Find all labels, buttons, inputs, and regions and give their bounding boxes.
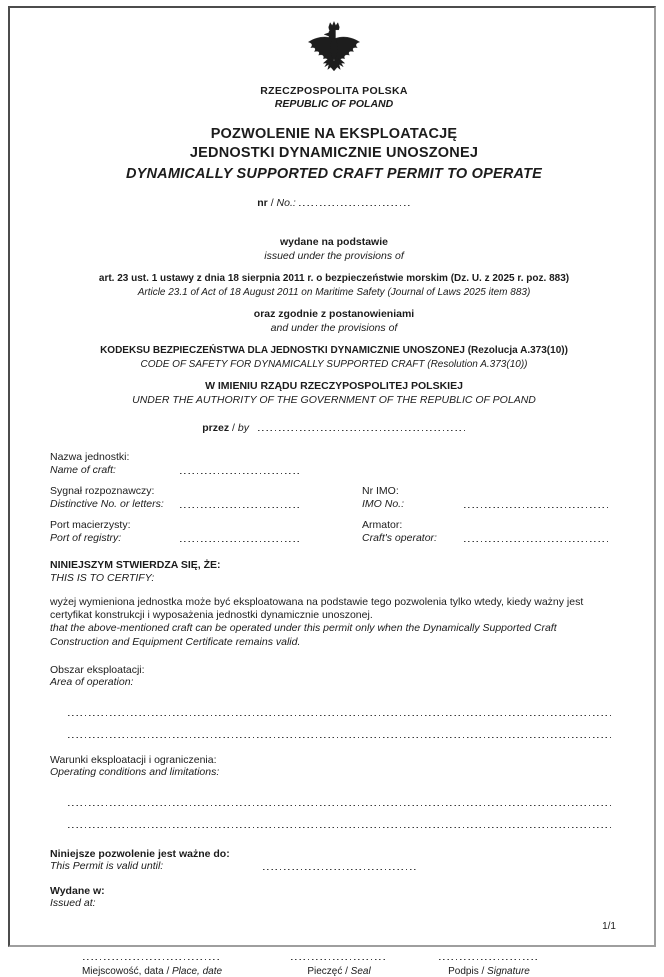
place-date-separator: / [166, 965, 172, 977]
code-reference-pair [50, 344, 618, 371]
authority-en: UNDER THE AUTHORITY OF THE GOVERNMENT OF THE REPUBLIC OF POLAND [132, 393, 536, 406]
port-label-pl: Port macierzysty: [50, 519, 131, 531]
certify-heading [50, 559, 618, 584]
issued-at-label [50, 885, 618, 910]
operator-label [362, 519, 464, 544]
craft-fields-section [50, 451, 618, 544]
port-of-registry-blank [180, 531, 300, 542]
act-reference-pl: art. 23 ust. 1 ustawy z dnia 18 sierpnia 2011 r. o bezpieczeństwie morskim (Dz. U. z 2025 r. poz. 883) [98, 273, 570, 284]
and-provisions-en: and under the provisions of [270, 321, 398, 334]
signature-label-en: Signature [487, 965, 530, 977]
signature-section [50, 950, 618, 977]
code-reference-pl: KODEKSU BEZPIECZEŃSTWA DLA JEDNOSTKI DYNAMICZNIE UNOSZONEJ (Rezolucja A.373(10)) [100, 345, 568, 356]
craft-name-row [50, 451, 618, 476]
signature-label [448, 966, 530, 977]
signature-line [439, 950, 539, 961]
imo-label-en: IMO No.: [362, 497, 405, 510]
callsign-blank [180, 497, 300, 508]
imo-number-blank [464, 497, 609, 508]
issued-under-en: issued under the provisions of [264, 249, 404, 262]
area-label-pl: Obszar eksploatacji: [50, 663, 145, 676]
seal-label-pl: Pieczęć [307, 965, 343, 977]
issued-under-pair [50, 236, 618, 263]
issued-at-label-en: Issued at: [50, 897, 96, 910]
poland-coat-of-arms-icon [303, 20, 365, 76]
title-pl-line1: POZWOLENIE NA EKSPLOATACJĘ [210, 126, 458, 142]
seal-label [307, 966, 370, 977]
seal-column [284, 950, 394, 977]
place-date-label-en: Place, date [172, 965, 223, 977]
and-provisions-pl: oraz zgodnie z postanowieniami [253, 308, 415, 320]
port-label-en: Port of registry: [50, 531, 122, 544]
seal-separator: / [345, 965, 351, 977]
certify-heading-en: THIS IS TO CERTIFY: [50, 571, 155, 584]
page-number: 1/1 [602, 921, 616, 932]
area-label-en: Area of operation: [50, 676, 134, 689]
conditions-label-pl: Warunki eksploatacji i ograniczenia: [50, 753, 217, 766]
authority-pl: W IMIENIU RZĄDU RZECZYPOSPOLITEJ POLSKIEJ [205, 380, 463, 392]
act-reference-en: Article 23.1 of Act of 18 August 2011 on Maritime Safety (Journal of Laws 2025 item 883) [137, 286, 531, 298]
issued-by-blank [258, 420, 466, 431]
area-of-operation-blank-2 [68, 728, 611, 739]
by-separator: / [232, 422, 238, 434]
craft-name-label-en: Name of craft: [50, 463, 116, 476]
nr-separator: / [270, 197, 277, 209]
legal-basis-section [50, 236, 618, 434]
valid-until-blank [263, 860, 418, 871]
operator-label-en: Craft's operator: [362, 531, 437, 544]
issued-under-pl: wydane na podstawie [280, 236, 388, 248]
place-date-label [82, 966, 222, 977]
place-date-signature-line [83, 950, 221, 961]
callsign-label-en: Distinctive No. or letters: [50, 497, 164, 510]
valid-until-label [50, 848, 263, 873]
permit-number-line [50, 195, 618, 209]
issued-by-line [50, 420, 618, 434]
title-pl-line2: JEDNOSTKI DYNAMICZNIE UNOSZONEJ [189, 145, 479, 161]
signature-separator: / [481, 965, 488, 977]
craft-name-blank [180, 463, 300, 474]
callsign-label [50, 485, 180, 510]
signature-label-pl: Podpis [448, 965, 479, 977]
certify-body-en: that the above-mentioned craft can be operated under this permit only when the Dynamically Supported Craft Construction and Equipment Certificate remains valid. [50, 622, 557, 648]
document-title-pl [50, 125, 618, 163]
valid-until-row [50, 848, 618, 873]
craft-name-label [50, 451, 180, 476]
permit-number-blank [299, 195, 411, 206]
operating-conditions-blank-1 [68, 796, 611, 807]
seal-line [291, 950, 387, 961]
document-title-en: DYNAMICALLY SUPPORTED CRAFT PERMIT TO OPERATE [125, 166, 543, 182]
certify-body-pl: wyżej wymieniona jednostka może być eksploatowana na podstawie tego pozwolenia tylko wtedy, kiedy ważny jest certyfikat konstrukcji i wyposażenia jednostki dynamicznie unoszonej. [50, 596, 584, 622]
seal-label-en: Seal [350, 965, 371, 977]
permit-document-page [8, 6, 656, 977]
by-label-en: by [237, 422, 249, 434]
by-label-pl: przez [202, 422, 230, 434]
area-of-operation-blank-1 [68, 706, 611, 717]
callsign-label-pl: Sygnał rozpoznawczy: [50, 485, 155, 497]
code-reference-en: CODE OF SAFETY FOR DYNAMICALLY SUPPORTED CRAFT (Resolution A.373(10)) [140, 358, 528, 370]
certify-heading-pl: NINIEJSZYM STWIERDZA SIĘ, ŻE: [50, 559, 221, 571]
place-date-label-pl: Miejscowość, data [81, 965, 164, 977]
imo-label [362, 485, 464, 510]
craft-operator-blank [464, 531, 609, 542]
act-reference-pair [50, 272, 618, 299]
certify-body [50, 596, 618, 649]
craft-name-label-pl: Nazwa jednostki: [50, 451, 130, 463]
valid-until-label-pl: Niniejsze pozwolenie jest ważne do: [50, 847, 230, 860]
country-name-en: REPUBLIC OF POLAND [274, 98, 394, 110]
nr-label-pl: nr [257, 197, 268, 209]
place-date-column [68, 950, 236, 977]
country-name-pl: RZECZPOSPOLITA POLSKA [260, 85, 408, 97]
callsign-imo-row [50, 485, 618, 510]
operating-conditions-label [50, 754, 618, 779]
nr-label-en: No.: [276, 197, 296, 209]
imo-label-pl: Nr IMO: [362, 485, 399, 497]
area-of-operation-label [50, 664, 618, 689]
operator-label-pl: Armator: [362, 519, 403, 531]
emblem-container [50, 20, 618, 110]
operating-conditions-blank-2 [68, 818, 611, 829]
authority-pair [50, 380, 618, 407]
valid-until-label-en: This Permit is valid until: [50, 860, 164, 873]
port-label [50, 519, 180, 544]
port-operator-row [50, 519, 618, 544]
signature-column [430, 950, 548, 977]
issued-at-label-pl: Wydane w: [50, 884, 105, 897]
and-provisions-pair [50, 308, 618, 335]
conditions-label-en: Operating conditions and limitations: [50, 766, 220, 779]
